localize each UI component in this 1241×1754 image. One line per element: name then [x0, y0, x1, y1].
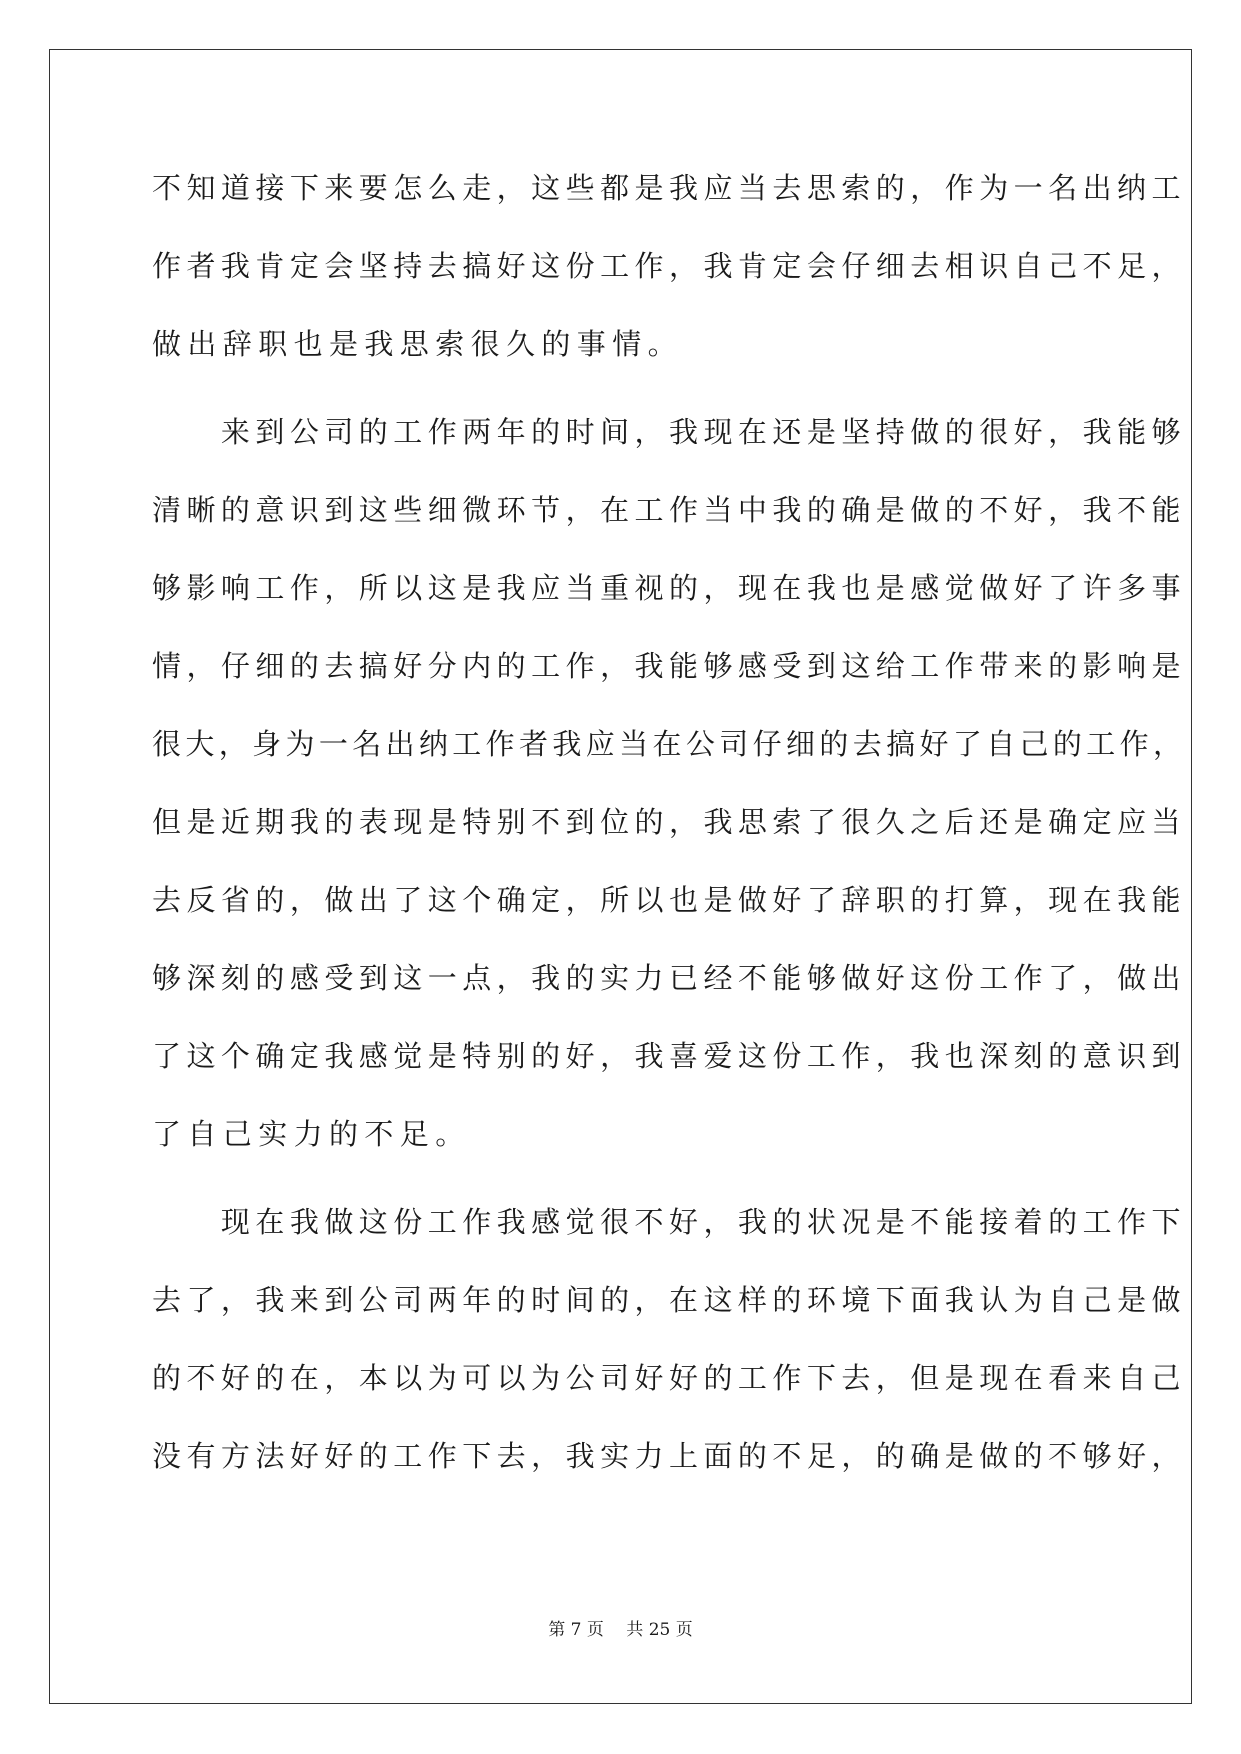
body-line-1: 不知道接下来要怎么走，这些都是我应当去思索的，作为一名出纳工 [152, 171, 1187, 205]
body-line-14: 现在我做这份工作我感觉很不好，我的状况是不能接着的工作下 [152, 1205, 1187, 1239]
body-line-2: 作者我肯定会坚持去搞好这份工作，我肯定会仔细去相识自己不足， [152, 249, 1187, 283]
body-line-9: 但是近期我的表现是特别不到位的，我思索了很久之后还是确定应当 [152, 805, 1187, 839]
body-line-5: 清晰的意识到这些细微环节，在工作当中我的确是做的不好，我不能 [152, 493, 1187, 527]
body-line-11: 够深刻的感受到这一点，我的实力已经不能够做好这份工作了，做出 [152, 961, 1187, 995]
body-line-13: 了自己实力的不足。 [152, 1117, 471, 1151]
page-number-footer: 第 7 页 共 25 页 [548, 1620, 693, 1640]
body-line-16: 的不好的在，本以为可以为公司好好的工作下去，但是现在看来自己 [152, 1361, 1187, 1395]
body-line-10: 去反省的，做出了这个确定，所以也是做好了辞职的打算，现在我能 [152, 883, 1187, 917]
body-line-17: 没有方法好好的工作下去，我实力上面的不足，的确是做的不够好， [152, 1439, 1187, 1473]
body-line-15: 去了，我来到公司两年的时间的，在这样的环境下面我认为自己是做 [152, 1283, 1187, 1317]
body-line-4: 来到公司的工作两年的时间，我现在还是坚持做的很好，我能够 [152, 415, 1187, 449]
body-line-3: 做出辞职也是我思索很久的事情。 [152, 327, 684, 361]
body-line-12: 了这个确定我感觉是特别的好，我喜爱这份工作，我也深刻的意识到 [152, 1039, 1187, 1073]
body-line-6: 够影响工作，所以这是我应当重视的，现在我也是感觉做好了许多事 [152, 571, 1187, 605]
body-line-7: 情，仔细的去搞好分内的工作，我能够感受到这给工作带来的影响是 [152, 649, 1187, 683]
body-line-8: 很大，身为一名出纳工作者我应当在公司仔细的去搞好了自己的工作， [152, 727, 1187, 761]
